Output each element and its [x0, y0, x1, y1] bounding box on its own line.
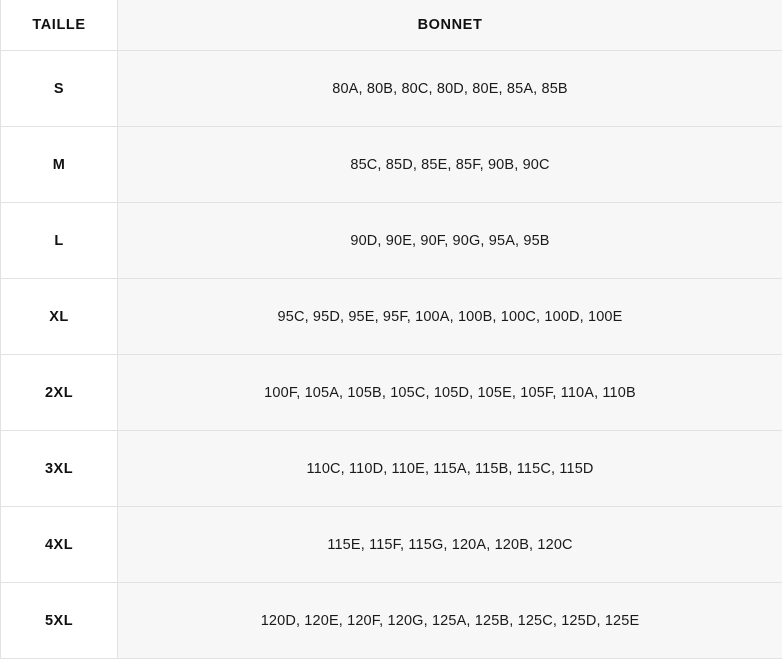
cell-size: 4XL	[1, 507, 118, 583]
cell-cup: 85C, 85D, 85E, 85F, 90B, 90C	[118, 127, 782, 203]
cell-size: L	[1, 203, 118, 279]
cell-size: S	[1, 51, 118, 127]
table-row	[1, 279, 782, 355]
cell-size: XL	[1, 279, 118, 355]
table-row	[1, 51, 782, 127]
table-row	[1, 355, 782, 431]
cell-size: M	[1, 127, 118, 203]
table-row	[1, 203, 782, 279]
table-body	[1, 51, 782, 659]
table-row	[1, 431, 782, 507]
cell-cup: 110C, 110D, 110E, 115A, 115B, 115C, 115D	[118, 431, 782, 507]
table-header	[1, 0, 782, 51]
cell-size: 3XL	[1, 431, 118, 507]
cell-cup: 90D, 90E, 90F, 90G, 95A, 95B	[118, 203, 782, 279]
table-row	[1, 583, 782, 659]
cell-cup: 120D, 120E, 120F, 120G, 125A, 125B, 125C, 125D, 125E	[118, 583, 782, 659]
cell-cup: 95C, 95D, 95E, 95F, 100A, 100B, 100C, 100D, 100E	[118, 279, 782, 355]
table-row	[1, 507, 782, 583]
table-header-row	[1, 0, 782, 51]
cell-size: 2XL	[1, 355, 118, 431]
cell-cup: 115E, 115F, 115G, 120A, 120B, 120C	[118, 507, 782, 583]
column-header-size: TAILLE	[1, 0, 118, 51]
table-row	[1, 127, 782, 203]
cell-cup: 80A, 80B, 80C, 80D, 80E, 85A, 85B	[118, 51, 782, 127]
cell-size: 5XL	[1, 583, 118, 659]
column-header-cup: BONNET	[118, 0, 782, 51]
cell-cup: 100F, 105A, 105B, 105C, 105D, 105E, 105F, 110A, 110B	[118, 355, 782, 431]
